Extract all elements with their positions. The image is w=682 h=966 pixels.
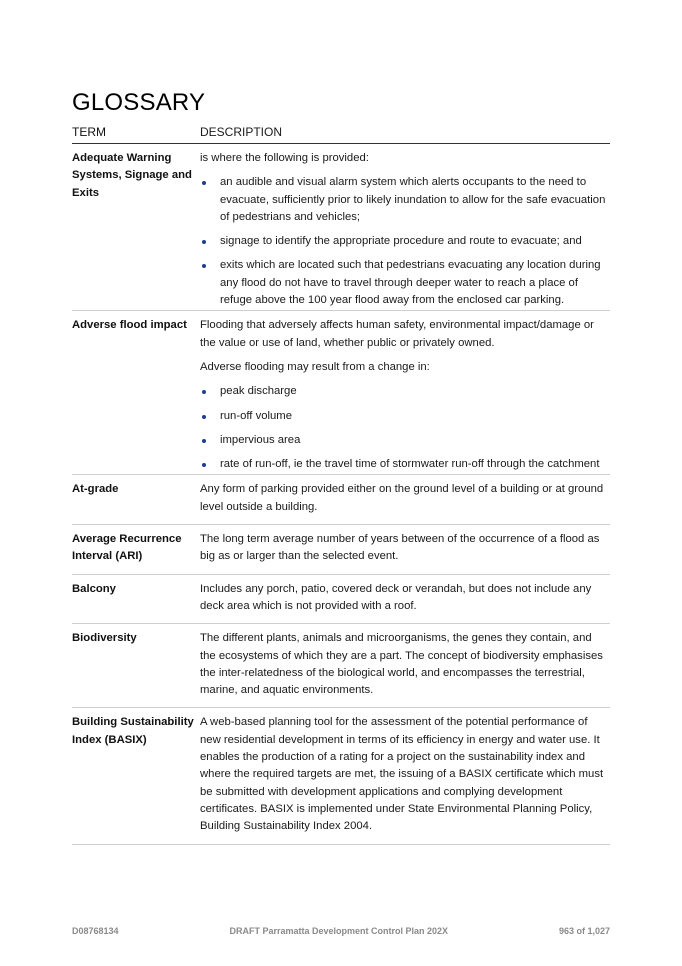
document-title: DRAFT Parramatta Development Control Plan 202X xyxy=(229,926,449,936)
bullet-dot-icon xyxy=(202,439,206,443)
glossary-term: Adequate Warning Systems, Signage and Exits xyxy=(72,152,192,199)
description-column-header: DESCRIPTION xyxy=(200,125,283,139)
glossary-table-body xyxy=(72,144,610,845)
bullet-dot-icon xyxy=(202,240,206,244)
bullet-item xyxy=(200,233,610,250)
table-row xyxy=(72,624,610,708)
bullet-text: run-off volume xyxy=(220,409,293,422)
table-row xyxy=(72,525,610,575)
glossary-description xyxy=(200,581,610,623)
term-column-header: TERM xyxy=(72,125,106,139)
description-paragraph: Any form of parking provided either on the ground level of a building or at ground level outside a building. xyxy=(200,483,604,513)
description-paragraph: Adverse flooding may result from a change in: xyxy=(200,360,430,373)
table-row xyxy=(72,475,610,525)
glossary-term: Building Sustainability Index (BASIX) xyxy=(72,716,194,746)
bullet-item xyxy=(200,432,610,449)
glossary-term: Biodiversity xyxy=(72,632,137,645)
bullet-item xyxy=(200,408,610,425)
bullet-list xyxy=(200,383,610,473)
bullet-dot-icon xyxy=(202,463,206,467)
description-paragraph: is where the following is provided: xyxy=(200,152,369,164)
glossary-term: At-grade xyxy=(72,483,119,496)
bullet-text: impervious area xyxy=(220,433,301,446)
bullet-item xyxy=(200,456,610,473)
bullet-list xyxy=(200,174,610,309)
bullet-item xyxy=(200,383,610,400)
bullet-dot-icon xyxy=(202,181,206,185)
table-row xyxy=(72,144,610,311)
description-paragraph: The long term average number of years between of the occurrence of a flood as big as or larger than the selected event. xyxy=(200,533,600,563)
page-footer xyxy=(72,926,610,936)
glossary-description xyxy=(200,630,610,706)
description-paragraph: Includes any porch, patio, covered deck or verandah, but does not include any deck area which is not provided with a roof. xyxy=(200,582,592,612)
glossary-term: Average Recurrence Interval (ARI) xyxy=(72,533,182,563)
glossary-description xyxy=(200,317,610,473)
bullet-dot-icon xyxy=(202,264,206,268)
description-paragraph: A web-based planning tool for the assessment of the potential performance of new residential development in terms of its efficiency in energy and water use. It enables the production of a rating for a project on the sustainability index and where the required targets are met, the issuing of a BASIX certificate which must be submitted with development applications and complying development certificates. BASIX is implemented under State Environmental Planning Policy, Building Sustainability Index 2004. xyxy=(200,716,604,833)
bullet-text: peak discharge xyxy=(220,385,297,398)
glossary-description xyxy=(200,714,610,842)
glossary-description xyxy=(200,150,610,309)
table-row xyxy=(72,311,610,475)
glossary-description xyxy=(200,531,610,573)
page-number: 963 of 1,027 xyxy=(558,926,610,936)
description-paragraph: Flooding that adversely affects human safety, environmental impact/damage or the value or use of land, whether public or privately owned. xyxy=(200,319,594,349)
bullet-text: rate of run-off, ie the travel time of stormwater run-off through the catchment xyxy=(220,458,600,471)
bullet-text: exits which are located such that pedestrians evacuating any location during any flood do not have to travel through deeper water to reach a place of refuge above the 100 year flood away from the enclosed car parking. xyxy=(220,259,601,307)
table-row xyxy=(72,575,610,625)
table-header xyxy=(72,124,610,144)
bullet-dot-icon xyxy=(202,390,206,394)
document-id: D08768134 xyxy=(72,926,119,936)
glossary-description xyxy=(200,481,610,523)
description-paragraph: The different plants, animals and microorganisms, the genes they contain, and the ecosystems of which they are a part. The concept of biodiversity emphasises the inter-relatedness of the biological world, and encompasses the terrestrial, marine, and aquatic environments. xyxy=(200,632,603,697)
bullet-item xyxy=(200,257,610,309)
bullet-text: an audible and visual alarm system which alerts occupants to the need to evacuate, sufficiently prior to likely inundation to allow for the safe evacuation of pedestrians and vehicles; xyxy=(220,176,606,223)
bullet-text: signage to identify the appropriate procedure and route to evacuate; and xyxy=(220,235,582,248)
page-title: GLOSSARY xyxy=(72,89,206,116)
glossary-term: Balcony xyxy=(72,582,116,595)
glossary-page xyxy=(72,88,610,845)
table-row xyxy=(72,708,610,844)
bullet-item xyxy=(200,174,610,226)
glossary-term: Adverse flood impact xyxy=(72,319,187,332)
bullet-dot-icon xyxy=(202,415,206,419)
